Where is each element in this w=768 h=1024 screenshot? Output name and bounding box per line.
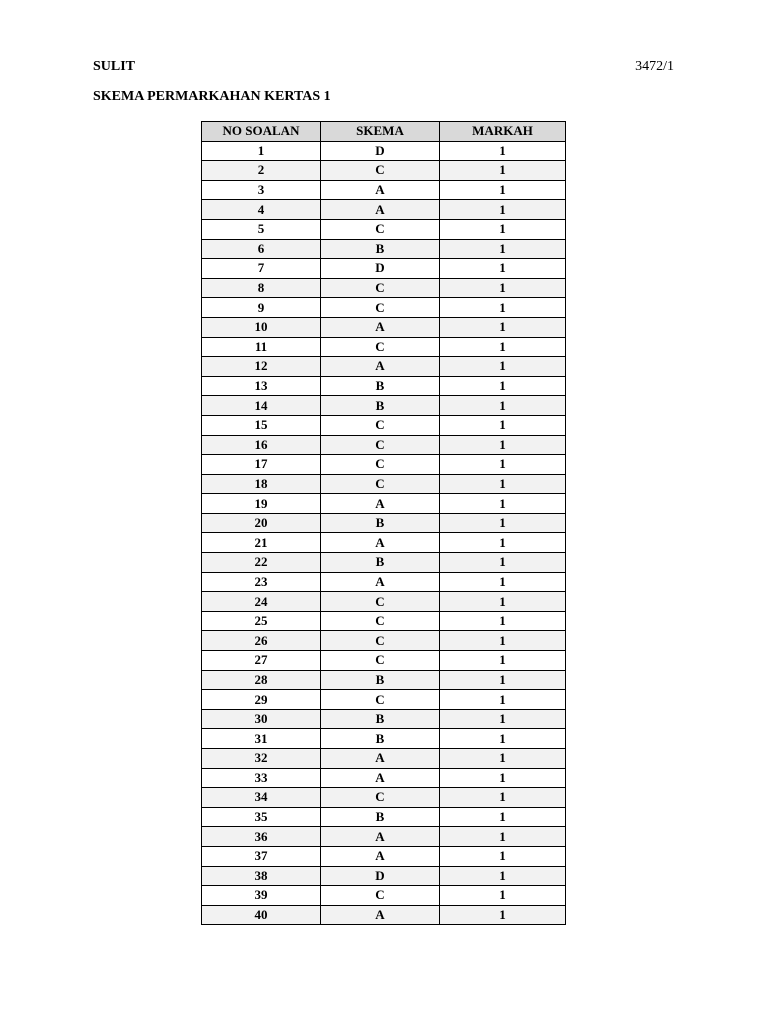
table-row (202, 553, 566, 573)
question-number-cell: 26 (202, 631, 321, 651)
question-number-cell: 38 (202, 866, 321, 886)
table-row (202, 376, 566, 396)
marks-cell: 1 (440, 886, 566, 906)
table-row (202, 572, 566, 592)
question-number-cell: 4 (202, 200, 321, 220)
marks-cell: 1 (440, 259, 566, 279)
answer-cell: B (321, 396, 440, 416)
answer-cell: D (321, 141, 440, 161)
marks-cell: 1 (440, 298, 566, 318)
marks-cell: 1 (440, 611, 566, 631)
question-number-cell: 1 (202, 141, 321, 161)
table-row (202, 533, 566, 553)
marks-cell: 1 (440, 455, 566, 475)
question-number-cell: 11 (202, 337, 321, 357)
question-number-cell: 23 (202, 572, 321, 592)
question-number-cell: 7 (202, 259, 321, 279)
answer-cell: A (321, 180, 440, 200)
marks-cell: 1 (440, 357, 566, 377)
page-title: SKEMA PERMARKAHAN KERTAS 1 (93, 89, 331, 104)
question-number-cell: 28 (202, 670, 321, 690)
question-number-cell: 37 (202, 846, 321, 866)
column-header-marks: MARKAH (440, 122, 566, 142)
question-number-cell: 5 (202, 219, 321, 239)
question-number-cell: 12 (202, 357, 321, 377)
table-row (202, 749, 566, 769)
table-row (202, 807, 566, 827)
table-row (202, 259, 566, 279)
marks-cell: 1 (440, 435, 566, 455)
marks-cell: 1 (440, 729, 566, 749)
table-row (202, 337, 566, 357)
table-row (202, 474, 566, 494)
question-number-cell: 2 (202, 161, 321, 181)
marks-cell: 1 (440, 494, 566, 514)
question-number-cell: 24 (202, 592, 321, 612)
question-number-cell: 8 (202, 278, 321, 298)
paper-code: 3472/1 (635, 59, 674, 74)
question-number-cell: 31 (202, 729, 321, 749)
table-row (202, 141, 566, 161)
table-row (202, 298, 566, 318)
answer-cell: A (321, 317, 440, 337)
answer-cell: C (321, 337, 440, 357)
marks-cell: 1 (440, 141, 566, 161)
table-row (202, 670, 566, 690)
table-row (202, 494, 566, 514)
question-number-cell: 25 (202, 611, 321, 631)
table-row (202, 317, 566, 337)
question-number-cell: 35 (202, 807, 321, 827)
question-number-cell: 13 (202, 376, 321, 396)
table-row (202, 866, 566, 886)
marks-cell: 1 (440, 827, 566, 847)
marks-cell: 1 (440, 592, 566, 612)
marking-scheme-table (201, 121, 566, 925)
answer-cell: C (321, 415, 440, 435)
table-row (202, 611, 566, 631)
column-header-answer: SKEMA (321, 122, 440, 142)
table-row (202, 161, 566, 181)
answer-cell: C (321, 298, 440, 318)
marks-cell: 1 (440, 415, 566, 435)
answer-cell: A (321, 827, 440, 847)
marks-cell: 1 (440, 709, 566, 729)
marks-cell: 1 (440, 239, 566, 259)
table-row (202, 396, 566, 416)
question-number-cell: 34 (202, 788, 321, 808)
answer-cell: B (321, 807, 440, 827)
answer-cell: C (321, 278, 440, 298)
question-number-cell: 21 (202, 533, 321, 553)
marks-cell: 1 (440, 670, 566, 690)
question-number-cell: 18 (202, 474, 321, 494)
marks-cell: 1 (440, 317, 566, 337)
question-number-cell: 40 (202, 905, 321, 925)
table-row (202, 846, 566, 866)
table-row (202, 905, 566, 925)
question-number-cell: 9 (202, 298, 321, 318)
marks-cell: 1 (440, 846, 566, 866)
answer-cell: C (321, 219, 440, 239)
marks-cell: 1 (440, 180, 566, 200)
answer-cell: B (321, 729, 440, 749)
marks-cell: 1 (440, 533, 566, 553)
question-number-cell: 14 (202, 396, 321, 416)
answer-cell: A (321, 749, 440, 769)
answer-cell: A (321, 357, 440, 377)
answer-cell: A (321, 905, 440, 925)
marks-cell: 1 (440, 376, 566, 396)
answer-cell: B (321, 709, 440, 729)
answer-cell: A (321, 846, 440, 866)
question-number-cell: 27 (202, 651, 321, 671)
marks-cell: 1 (440, 651, 566, 671)
marks-cell: 1 (440, 200, 566, 220)
answer-cell: C (321, 161, 440, 181)
answer-cell: B (321, 376, 440, 396)
question-number-cell: 19 (202, 494, 321, 514)
column-header-question-number: NO SOALAN (202, 122, 321, 142)
answer-cell: D (321, 259, 440, 279)
marks-cell: 1 (440, 749, 566, 769)
table-body (202, 141, 566, 925)
table-header-row (202, 122, 566, 142)
table-row (202, 180, 566, 200)
answer-cell: C (321, 455, 440, 475)
question-number-cell: 6 (202, 239, 321, 259)
table-row (202, 729, 566, 749)
answer-cell: B (321, 553, 440, 573)
table-row (202, 651, 566, 671)
table-row (202, 278, 566, 298)
question-number-cell: 29 (202, 690, 321, 710)
question-number-cell: 17 (202, 455, 321, 475)
marks-cell: 1 (440, 337, 566, 357)
marks-cell: 1 (440, 905, 566, 925)
answer-cell: D (321, 866, 440, 886)
marks-cell: 1 (440, 219, 566, 239)
table-row (202, 513, 566, 533)
table-row (202, 239, 566, 259)
question-number-cell: 16 (202, 435, 321, 455)
marks-cell: 1 (440, 474, 566, 494)
answer-cell: C (321, 435, 440, 455)
table-row (202, 709, 566, 729)
answer-cell: B (321, 670, 440, 690)
question-number-cell: 20 (202, 513, 321, 533)
marks-cell: 1 (440, 690, 566, 710)
question-number-cell: 22 (202, 553, 321, 573)
answer-cell: A (321, 200, 440, 220)
marks-cell: 1 (440, 807, 566, 827)
table-row (202, 435, 566, 455)
answer-cell: A (321, 768, 440, 788)
answer-cell: C (321, 788, 440, 808)
answer-cell: B (321, 513, 440, 533)
answer-cell: C (321, 592, 440, 612)
table-row (202, 886, 566, 906)
answer-cell: A (321, 533, 440, 553)
marks-cell: 1 (440, 788, 566, 808)
marks-cell: 1 (440, 572, 566, 592)
question-number-cell: 32 (202, 749, 321, 769)
question-number-cell: 39 (202, 886, 321, 906)
marks-cell: 1 (440, 866, 566, 886)
answer-cell: A (321, 494, 440, 514)
question-number-cell: 10 (202, 317, 321, 337)
question-number-cell: 33 (202, 768, 321, 788)
marks-cell: 1 (440, 768, 566, 788)
question-number-cell: 3 (202, 180, 321, 200)
marks-cell: 1 (440, 513, 566, 533)
table-row (202, 768, 566, 788)
table-row (202, 631, 566, 651)
table-row (202, 200, 566, 220)
table-row (202, 788, 566, 808)
marks-cell: 1 (440, 396, 566, 416)
classification-label: SULIT (93, 59, 136, 74)
answer-cell: C (321, 690, 440, 710)
answer-cell: C (321, 886, 440, 906)
answer-cell: C (321, 651, 440, 671)
table-row (202, 357, 566, 377)
table-row (202, 455, 566, 475)
marks-cell: 1 (440, 553, 566, 573)
answer-cell: C (321, 631, 440, 651)
marks-cell: 1 (440, 631, 566, 651)
table-header (202, 122, 566, 142)
question-number-cell: 15 (202, 415, 321, 435)
table-row (202, 219, 566, 239)
marks-cell: 1 (440, 278, 566, 298)
table-row (202, 690, 566, 710)
question-number-cell: 30 (202, 709, 321, 729)
table-row (202, 415, 566, 435)
answer-cell: B (321, 239, 440, 259)
table-row (202, 592, 566, 612)
marks-cell: 1 (440, 161, 566, 181)
answer-cell: C (321, 611, 440, 631)
answer-cell: C (321, 474, 440, 494)
table-row (202, 827, 566, 847)
question-number-cell: 36 (202, 827, 321, 847)
answer-cell: A (321, 572, 440, 592)
